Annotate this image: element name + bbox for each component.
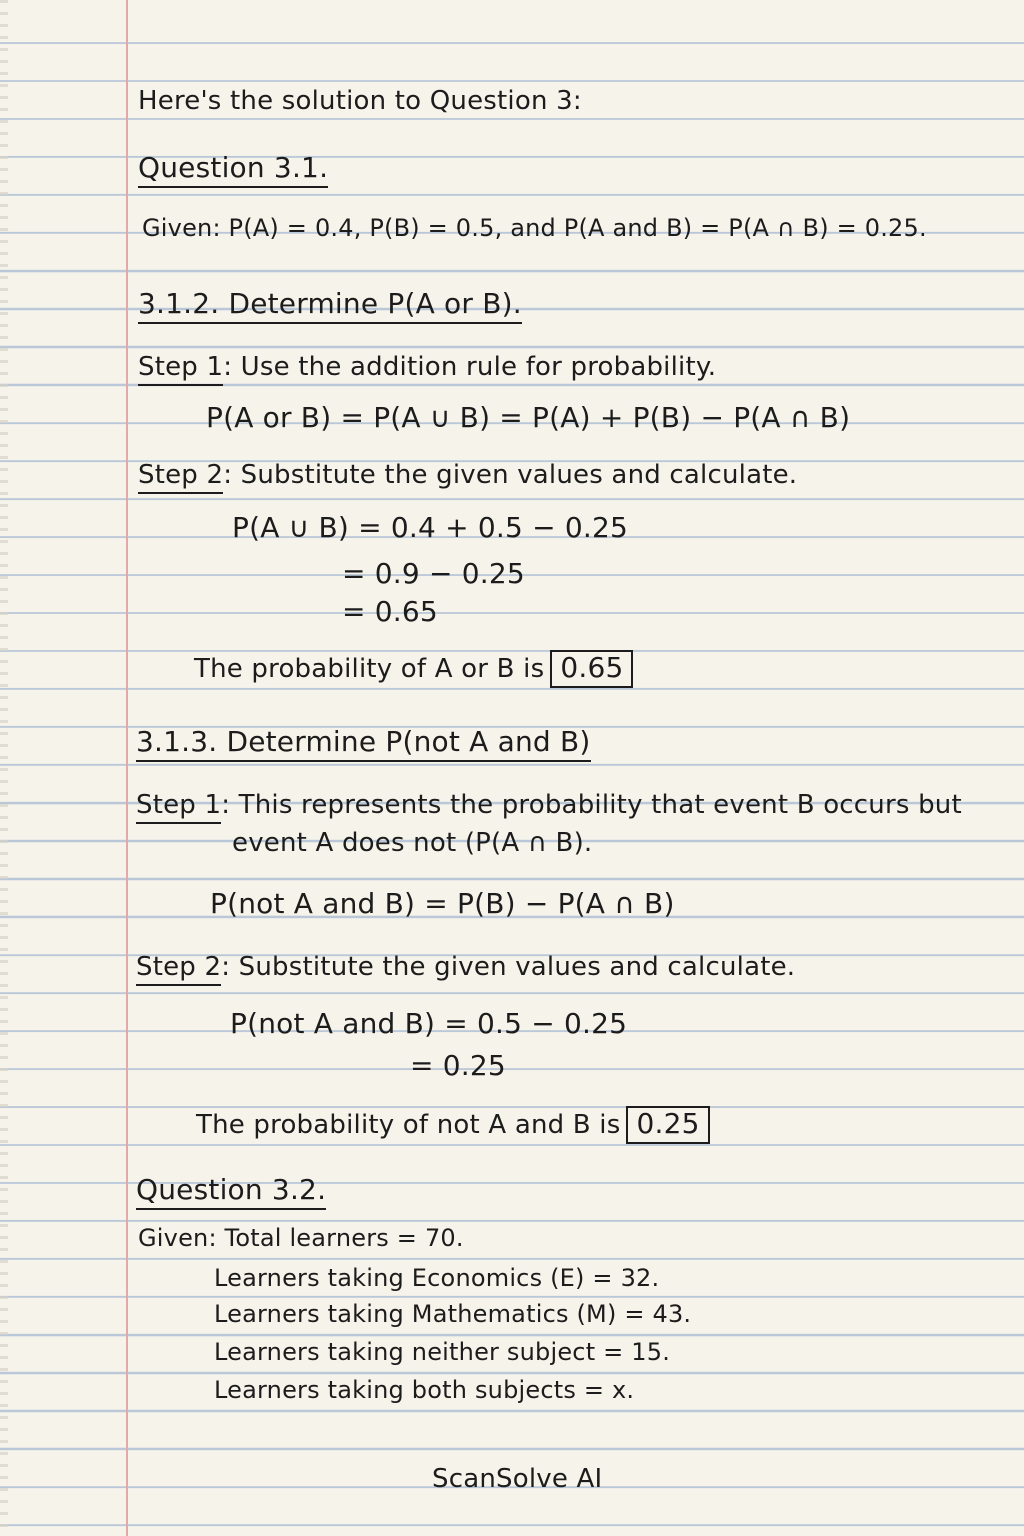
q32-line: Learners taking Economics (E) = 32. <box>214 1264 660 1292</box>
s312-calc-1: P(A ∪ B) = 0.4 + 0.5 − 0.25 <box>232 511 628 544</box>
s313-step1-text: : This represents the probability that event B occurs but <box>221 790 962 820</box>
footer-brand: ScanSolve AI <box>432 1464 603 1494</box>
s313-step1-label: Step 1 <box>136 790 221 824</box>
s313-result-box: 0.25 <box>626 1106 709 1144</box>
q32-given: Given: Total learners = 70. <box>138 1224 464 1252</box>
s312-step2 <box>138 462 797 488</box>
q32-line: Learners taking neither subject = 15. <box>214 1338 671 1366</box>
paper-edge <box>0 0 8 1536</box>
s312-formula: P(A or B) = P(A ∪ B) = P(A) + P(B) − P(A ∩ B) <box>206 401 851 434</box>
s313-result <box>196 1106 710 1144</box>
s312-result <box>194 650 633 688</box>
q32-line: Learners taking Mathematics (M) = 43. <box>214 1300 692 1328</box>
s312-step2-label: Step 2 <box>138 460 223 494</box>
s313-step1 <box>136 792 962 818</box>
s313-step1-cont: event A does not (P(A ∩ B). <box>232 828 593 858</box>
margin-line <box>126 0 128 1536</box>
s312-calc-2: = 0.9 − 0.25 <box>342 557 525 590</box>
s312-result-text: The probability of A or B is <box>194 654 545 684</box>
s313-heading: 3.1.3. Determine P(not A and B) <box>136 725 591 762</box>
s313-step2-label: Step 2 <box>136 952 221 986</box>
intro-text: Here's the solution to Question 3: <box>138 86 582 116</box>
s313-formula: P(not A and B) = P(B) − P(A ∩ B) <box>210 887 675 920</box>
q31-heading: Question 3.1. <box>138 151 328 188</box>
s312-step2-text: : Substitute the given values and calculate. <box>223 460 798 490</box>
s312-result-box: 0.65 <box>550 650 633 688</box>
s313-calc-2: = 0.25 <box>410 1049 506 1082</box>
s312-calc-3: = 0.65 <box>342 595 438 628</box>
s313-calc-1: P(not A and B) = 0.5 − 0.25 <box>230 1007 628 1040</box>
q31-given: Given: P(A) = 0.4, P(B) = 0.5, and P(A and B) = P(A ∩ B) = 0.25. <box>142 214 927 242</box>
s312-step1 <box>138 354 716 380</box>
q32-line: Learners taking both subjects = x. <box>214 1376 635 1404</box>
s312-step1-text: : Use the addition rule for probability. <box>223 352 717 382</box>
q32-heading: Question 3.2. <box>136 1173 326 1210</box>
s313-step2 <box>136 954 795 980</box>
s313-result-text: The probability of not A and B is <box>196 1110 621 1140</box>
s312-step1-label: Step 1 <box>138 352 223 386</box>
s313-step2-text: : Substitute the given values and calculate. <box>221 952 796 982</box>
s312-heading: 3.1.2. Determine P(A or B). <box>138 287 522 324</box>
